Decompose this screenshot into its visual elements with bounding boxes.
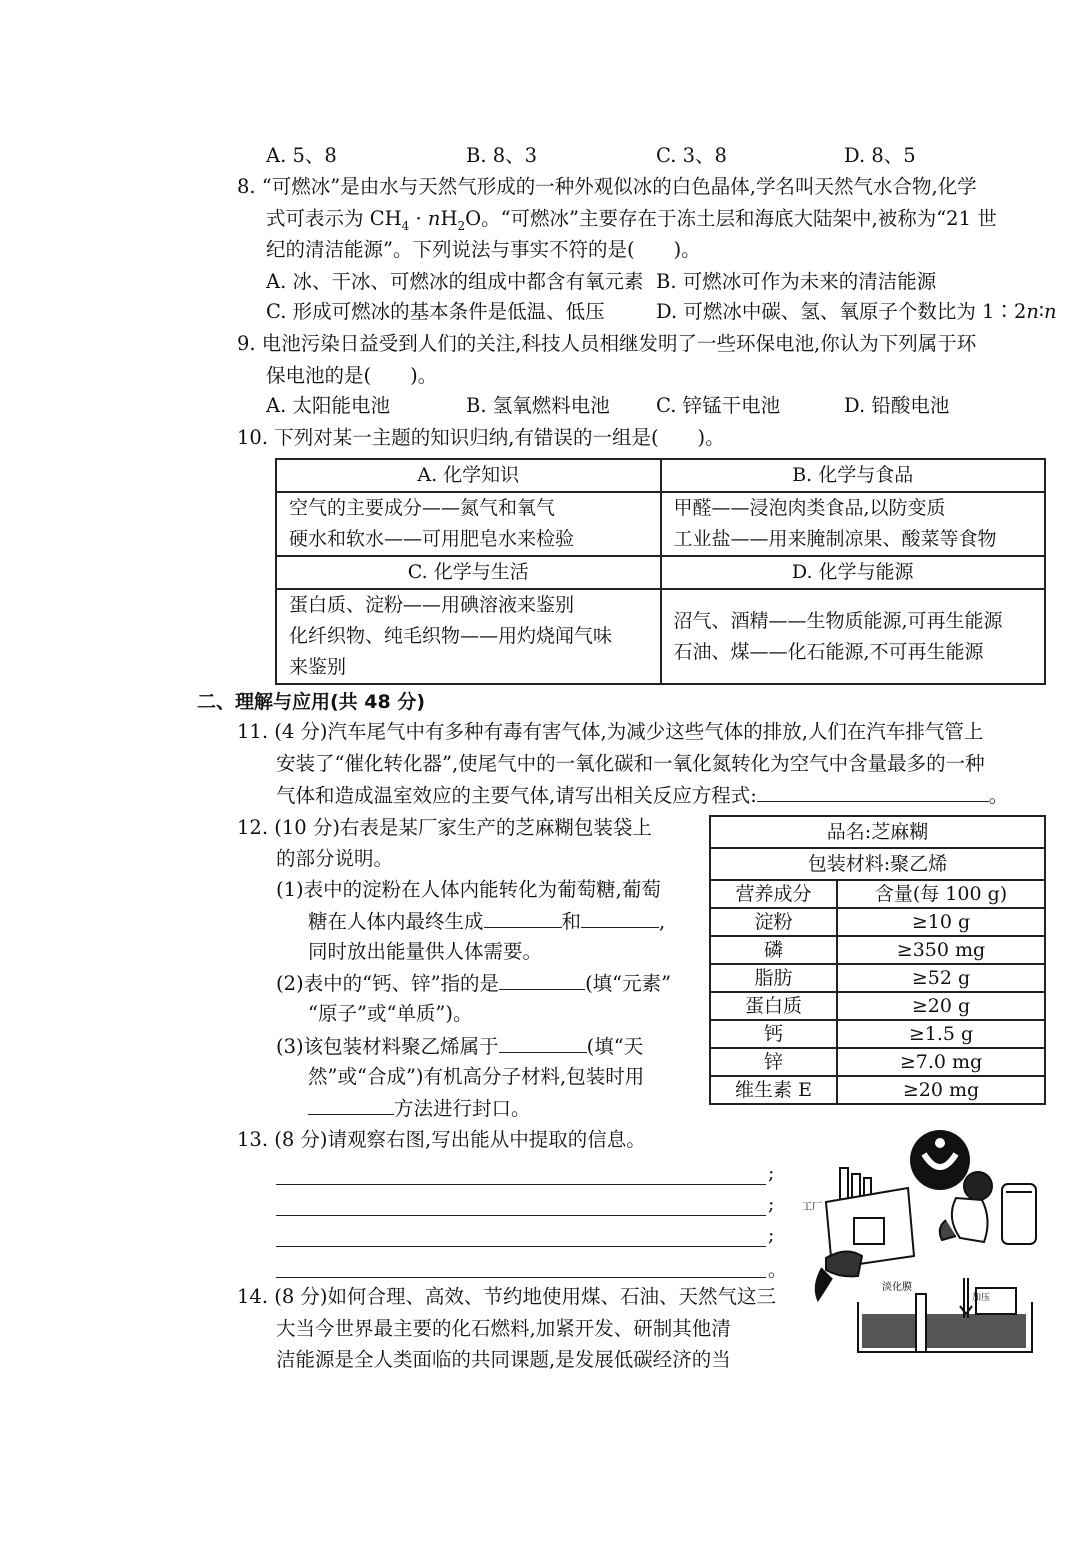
nutrient-amount: ≥20 g xyxy=(837,992,1045,1020)
q10-cell-c xyxy=(276,589,661,684)
q10-head-d: D. 化学与能源 xyxy=(661,556,1046,589)
q12-sub1-pre: 糖在人体内最终生成 xyxy=(308,910,484,933)
nutrition-packaging: 包装材料:聚乙烯 xyxy=(710,848,1045,880)
q10-cell-a xyxy=(276,492,661,556)
q12-sub3-line-3 xyxy=(308,1092,531,1125)
table-row xyxy=(710,992,1045,1020)
q10-b-line-1: 甲醛——浸泡肉类食品,以防变质 xyxy=(673,497,946,519)
q9-option-c: C. 锌锰干电池 xyxy=(656,394,781,417)
q13-punct-1: ; xyxy=(768,1162,775,1184)
q13-answer-line-3[interactable] xyxy=(276,1245,766,1247)
q13-answer-line-1[interactable] xyxy=(276,1183,766,1185)
q8-formula-pre: 式可表示为 CH xyxy=(266,207,402,230)
q12-sub2-post: (填“元素” xyxy=(585,972,672,995)
q10-a-line-2: 硬水和软水——可用肥皂水来检验 xyxy=(289,528,575,550)
q10-cell-d xyxy=(661,589,1046,684)
q12-blank-4[interactable] xyxy=(499,1030,587,1053)
q12-line-1: 12. (10 分)右表是某厂家生产的芝麻糊包装袋上 xyxy=(237,816,652,839)
q8-d-n2: n xyxy=(1044,300,1057,323)
q14-line-3: 洁能源是全人类面临的共同课题,是发展低碳经济的当 xyxy=(276,1348,731,1371)
q12-sub1-line-2 xyxy=(308,905,665,938)
nutrient-name: 淀粉 xyxy=(710,908,837,936)
q10-stem-pre: 10. 下列对某一主题的知识归纳,有 xyxy=(237,426,534,449)
water-pollution-desalination-illustration xyxy=(796,1128,1048,1358)
table-row xyxy=(710,1076,1045,1104)
q13-punct-3: ; xyxy=(768,1224,775,1246)
q7-option-a: A. 5、8 xyxy=(266,144,337,167)
q12-nutrition-table xyxy=(709,815,1046,1105)
q7-option-c: C. 3、8 xyxy=(656,144,727,167)
q8-d-pre: D. 可燃冰中碳、氢、氧原子个数比为 1∶2 xyxy=(656,300,1027,323)
q10-d-line-1: 沼气、酒精——生物质能源,可再生能源 xyxy=(673,609,1003,632)
nutrient-amount: ≥1.5 g xyxy=(837,1020,1045,1048)
q7-option-d: D. 8、5 xyxy=(844,144,916,167)
q10-stem-post: 的一组是( )。 xyxy=(572,426,725,449)
nutrition-header-amount: 含量(每 100 g) xyxy=(837,880,1045,908)
q13-punct-2: ; xyxy=(768,1193,775,1215)
q14-line-1: 14. (8 分)如何合理、高效、节约地使用煤、石油、天然气这三 xyxy=(237,1285,777,1308)
nutrition-product-name: 品名:芝麻糊 xyxy=(710,816,1045,848)
nutrient-name: 磷 xyxy=(710,936,837,964)
q9-line-1: 9. 电池污染日益受到人们的关注,科技人员相继发明了一些环保电池,你认为下列属于环 xyxy=(237,332,977,355)
q12-blank-5[interactable] xyxy=(308,1092,394,1115)
q10-stem-emphasis: 错误 · · xyxy=(534,426,573,449)
q12-blank-3[interactable] xyxy=(499,967,585,990)
q12-sub1-line-3: 同时放出能量供人体需要。 xyxy=(308,940,543,963)
section-2-heading: 二、理解与应用(共 48 分) xyxy=(197,691,426,713)
q10-head-c: C. 化学与生活 xyxy=(276,556,661,589)
q12-sub2-pre: (2)表中的“钙、锌”指的是 xyxy=(276,972,500,995)
q8-sub-4: 4 xyxy=(401,218,410,233)
q12-sub3-line-1 xyxy=(276,1030,643,1063)
nutrient-amount: ≥20 mg xyxy=(837,1076,1045,1104)
q11-line-3-text: 气体和造成温室效应的主要气体,请写出相关反应方程式: xyxy=(276,784,757,807)
q7-options xyxy=(266,140,1026,172)
q10-a-line-1: 空气的主要成分——氮气和氧气 xyxy=(289,497,556,519)
nutrient-name: 维生素 E xyxy=(710,1076,837,1104)
fig-label-membrane: 淡化膜 xyxy=(882,1282,912,1293)
q12-sub1-and: 和 xyxy=(561,910,582,933)
q13-line-1: 13. (8 分)请观察右图,写出能从中提取的信息。 xyxy=(237,1128,646,1151)
q10-head-b: B. 化学与食品 xyxy=(661,459,1046,492)
q8-option-d xyxy=(656,296,1057,328)
q8-sub-2: 2 xyxy=(457,218,466,233)
nutrient-amount: ≥10 g xyxy=(837,908,1045,936)
q13-answer-line-4[interactable] xyxy=(276,1276,766,1278)
q12-blank-1[interactable] xyxy=(484,905,562,928)
q10-knowledge-table xyxy=(275,458,1046,685)
q8-h: H xyxy=(440,207,458,230)
q12-sub3-post: (填“天 xyxy=(586,1035,644,1058)
water-saving-emblem xyxy=(910,1130,970,1190)
q10-head-a: A. 化学知识 xyxy=(276,459,661,492)
q10-d-line-2: 石油、煤——化石能源,不可再生能源 xyxy=(673,640,984,663)
q10-c-line-2: 化纤织物、纯毛织物——用灼烧闻气味 xyxy=(289,625,613,647)
q11-line-3-end: 。 xyxy=(988,784,1009,807)
q12-sub3-end: 方法进行封口。 xyxy=(394,1097,531,1120)
q10-c-line-3: 来鉴别 xyxy=(289,656,347,678)
table-row xyxy=(710,964,1045,992)
q12-sub1-comma: , xyxy=(659,910,666,933)
q11-line-1: 11. (4 分)汽车尾气中有多种有毒有害气体,为减少这些气体的排放,人们在汽车排气管上 xyxy=(237,720,984,743)
q12-sub1-line-1: (1)表中的淀粉在人体内能转化为葡萄糖,葡萄 xyxy=(276,878,661,901)
q12-sub3-line-2: 然”或“合成”)有机高分子材料,包装时用 xyxy=(308,1065,645,1088)
q9-option-b: B. 氢氧燃料电池 xyxy=(466,394,610,417)
q14-line-2: 大当今世界最主要的化石燃料,加紧开发、研制其他清 xyxy=(276,1317,731,1340)
nutrient-name: 锌 xyxy=(710,1048,837,1076)
q13-punct-4: 。 xyxy=(768,1259,788,1281)
q8-n: n xyxy=(427,207,441,230)
nutrient-name: 脂肪 xyxy=(710,964,837,992)
nutrient-name: 蛋白质 xyxy=(710,992,837,1020)
q8-d-mid: ∶ xyxy=(1038,300,1044,323)
nutrient-amount: ≥350 mg xyxy=(837,936,1045,964)
q10-stem xyxy=(237,422,725,454)
nutrition-header-nutrient: 营养成分 xyxy=(710,880,837,908)
q12-line-2: 的部分说明。 xyxy=(276,847,394,870)
q9-option-d: D. 铅酸电池 xyxy=(844,394,950,417)
q11-line-2: 安装了“催化转化器”,使尾气中的一氧化碳和一氧化氮转化为空气中含量最多的一种 xyxy=(276,752,985,775)
table-row xyxy=(710,1048,1045,1076)
nutrient-name: 钙 xyxy=(710,1020,837,1048)
q7-option-b: B. 8、3 xyxy=(466,144,538,167)
q9-option-a: A. 太阳能电池 xyxy=(266,394,390,417)
factory-icon xyxy=(816,1168,914,1300)
q12-blank-2[interactable] xyxy=(581,905,659,928)
table-row xyxy=(710,936,1045,964)
q8-option-a: A. 冰、干冰、可燃冰的组成中都含有氧元素 xyxy=(266,270,644,293)
q10-cell-b xyxy=(661,492,1046,556)
q11-answer-blank[interactable] xyxy=(757,779,989,802)
q8-option-c: C. 形成可燃冰的基本条件是低温、低压 xyxy=(266,300,605,323)
q10-b-line-2: 工业盐——用来腌制凉果、酸菜等食物 xyxy=(673,528,997,550)
fig-label-factory: 工厂 xyxy=(802,1202,822,1213)
q8-formula-post: O。“可燃冰”主要存在于冻土层和海底大陆架中,被称为“21 世 xyxy=(465,207,997,230)
q9-line-2: 保电池的是( )。 xyxy=(266,364,438,387)
q8-dot: · xyxy=(409,207,428,230)
q12-sub2-line-2: “原子”或“单质”)。 xyxy=(308,1002,473,1025)
nutrient-amount: ≥7.0 mg xyxy=(837,1048,1045,1076)
q11-line-3 xyxy=(276,779,1008,812)
q12-sub3-pre: (3)该包装材料聚乙烯属于 xyxy=(276,1035,499,1058)
q10-c-line-1: 蛋白质、淀粉——用碘溶液来鉴别 xyxy=(289,594,575,616)
q12-sub2-line-1 xyxy=(276,967,671,1000)
table-row xyxy=(710,1020,1045,1048)
q8-line-3: 纪的清洁能源”。下列说法与事实不符的是( )。 xyxy=(266,238,701,261)
q13-illustration xyxy=(796,1128,1048,1358)
q13-answer-line-2[interactable] xyxy=(276,1214,766,1216)
q8-line-1: 8. “可燃冰”是由水与天然气形成的一种外观似冰的白色晶体,学名叫天然气水合物,化学 xyxy=(237,175,977,198)
q8-d-n1: n xyxy=(1026,300,1039,323)
fig-label-press: 加压 xyxy=(972,1293,991,1303)
q9-options xyxy=(266,390,1026,422)
q8-option-b: B. 可燃冰可作为未来的清洁能源 xyxy=(656,270,937,293)
nutrient-amount: ≥52 g xyxy=(837,964,1045,992)
table-row xyxy=(710,908,1045,936)
